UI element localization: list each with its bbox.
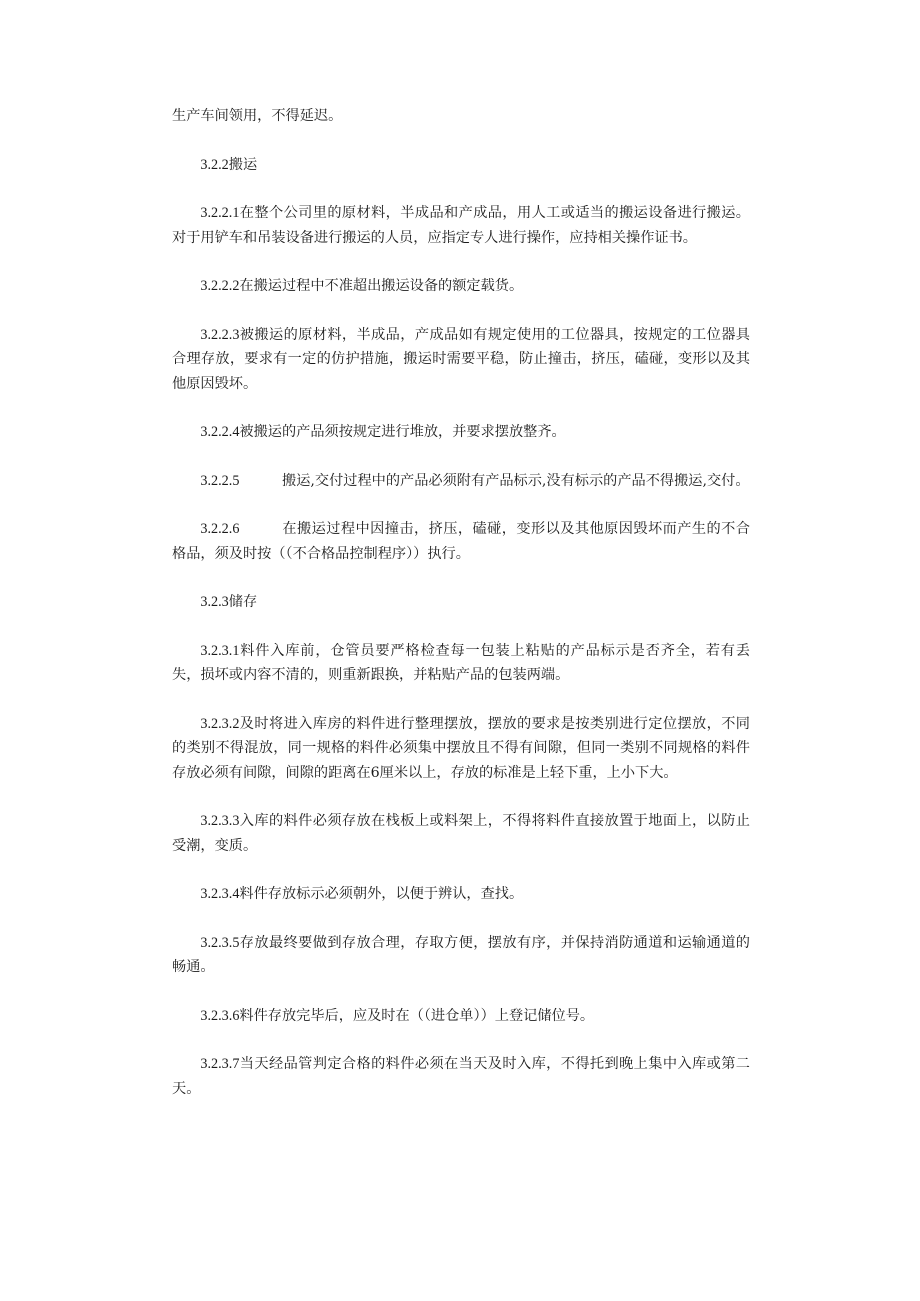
clause-text: 及时将进入库房的料件进行整理摆放，摆放的要求是按类别进行定位摆放，不同的类别不得混放，同一规格的料件必须集中摆放且不得有间隙，但同一类别不同规格的料件存放必须有间隙，间隙的距离在6厘米以上，存放的标准是上轻下重，上小下大。	[172, 715, 750, 781]
clause-3-2-2-2	[172, 274, 750, 299]
clause-text: 料件入库前，仓管员要严格检查每一包装上粘贴的产品标示是否齐全，若有丢失，损坏或内容不清的，则重新跟换，并粘贴产品的包装两端。	[172, 642, 750, 683]
clause-text: 入库的料件必须存放在栈板上或料架上，不得将料件直接放置于地面上，以防止受潮，变质。	[172, 813, 750, 854]
paragraph-text: 生产车间领用，不得延迟。	[172, 108, 343, 124]
section-title: 储存	[228, 594, 258, 610]
clause-3-2-3-1	[172, 639, 750, 688]
section-number: 3.2.2	[200, 156, 229, 173]
clause-number: 3.2.3.6	[200, 1007, 240, 1024]
clause-text: 搬运,交付过程中的产品必须附有产品标示,没有标示的产品不得搬运,交付。	[282, 472, 750, 489]
clause-number: 3.2.3.5	[200, 934, 240, 951]
clause-text: 料件存放完毕后，应及时在（（进仓单））上登记储位号。	[239, 1007, 595, 1024]
clause-number: 3.2.3.7	[200, 1056, 240, 1072]
clause-3-2-2-5	[172, 469, 750, 494]
clause-3-2-3-7	[172, 1052, 750, 1101]
clause-3-2-2-3	[172, 323, 750, 397]
section-heading-3-2-3	[172, 590, 750, 615]
clause-number: 3.2.3.2	[200, 715, 240, 732]
clause-text: 被搬运的产品须按规定进行堆放，并要求摆放整齐。	[239, 424, 566, 440]
clause-number: 3.2.2.4	[200, 424, 240, 440]
section-title: 搬运	[228, 156, 258, 173]
clause-number: 3.2.2.3	[200, 326, 240, 343]
clause-number: 3.2.2.1	[200, 205, 240, 221]
clause-text: 被搬运的原材料，半成品，产成品如有规定使用的工位器具，按规定的工位器具合理存放，要求有一定的仿护措施，搬运时需要平稳，防止撞击，挤压，磕碰，变形以及其他原因毁坏。	[172, 326, 750, 392]
clause-text: 在搬运过程中不准超出搬运设备的额定载货。	[239, 278, 524, 294]
clause-3-2-2-1	[172, 201, 750, 250]
clause-number: 3.2.3.3	[200, 813, 240, 829]
document-body	[172, 104, 750, 1125]
clause-3-2-3-6	[172, 1004, 750, 1029]
paragraph-continuation	[172, 104, 750, 129]
clause-3-2-3-4	[172, 882, 750, 907]
clause-number: 3.2.3.1	[200, 642, 240, 659]
clause-number: 3.2.2.5	[200, 472, 240, 489]
clause-3-2-2-6	[172, 517, 750, 566]
clause-text: 当天经品管判定合格的料件必须在当天及时入库，不得托到晚上集中入库或第二天。	[172, 1056, 750, 1097]
clause-number: 3.2.2.2	[200, 278, 240, 294]
clause-text: 在整个公司里的原材料，半成品和产成品，用人工或适当的搬运设备进行搬运。对于用铲车和吊装设备进行搬运的人员，应指定专人进行操作，应持相关操作证书。	[172, 205, 750, 246]
clause-3-2-3-5	[172, 931, 750, 980]
clause-text: 存放最终要做到存放合理，存取方便，摆放有序，并保持消防通道和运输通道的畅通。	[172, 934, 750, 975]
clause-number: 3.2.2.6	[200, 521, 240, 537]
clause-3-2-3-2	[172, 712, 750, 786]
clause-3-2-2-4	[172, 420, 750, 445]
clause-text: 料件存放标示必须朝外，以便于辨认，查找。	[239, 886, 524, 902]
section-heading-3-2-2	[172, 153, 750, 178]
clause-3-2-3-3	[172, 809, 750, 858]
clause-number: 3.2.3.4	[200, 886, 240, 902]
section-number: 3.2.3	[200, 594, 229, 610]
clause-text: 在搬运过程中因撞击，挤压，磕碰，变形以及其他原因毁坏而产生的不合格品，须及时按（（不合格品控制程序））执行。	[172, 521, 750, 562]
